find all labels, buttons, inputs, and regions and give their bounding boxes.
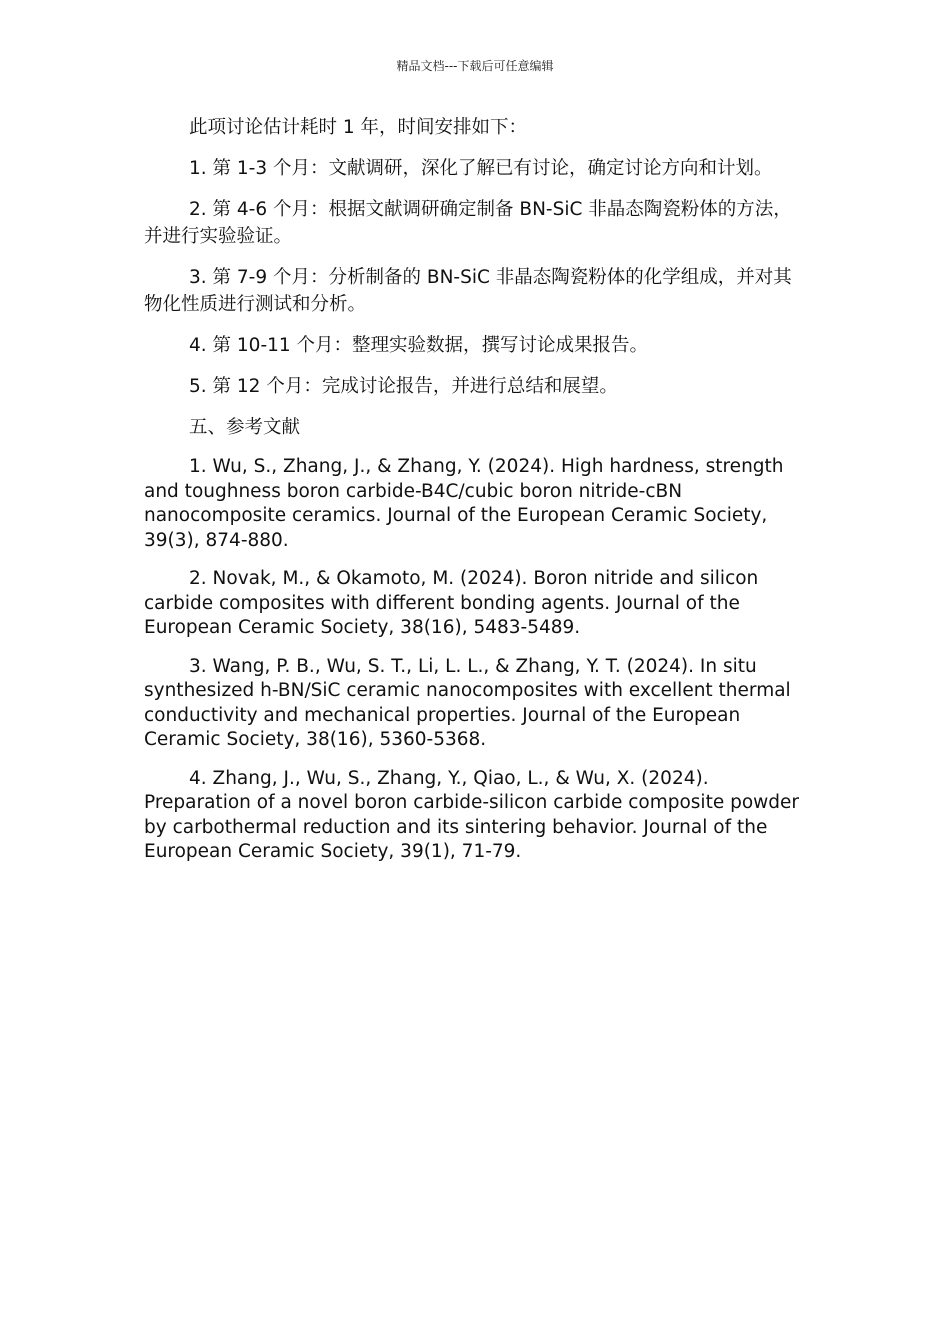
schedule-intro: 此项讨论估计耗时 1 年，时间安排如下： xyxy=(189,117,528,138)
schedule-item-1: 1. 第 1-3 个月：文献调研，深化了解已有讨论，确定讨论方向和计划。 xyxy=(189,158,773,179)
reference-item-4: 4. Zhang, J., Wu, S., Zhang, Y., Qiao, L., & Wu, X. (2024). Preparation of a novel boron carbide-silicon carbide composite powder by carbothermal reduction and its sintering behavior. Journal of the European Ceramic Society, 39(1), 71-79. xyxy=(144,767,800,862)
schedule-item-5: 5. 第 12 个月：完成讨论报告，并进行总结和展望。 xyxy=(189,376,618,397)
schedule-item-4: 4. 第 10-11 个月：整理实验数据，撰写讨论成果报告。 xyxy=(189,335,649,356)
schedule-item-2: 2. 第 4-6 个月：根据文献调研确定制备 BN-SiC 非晶态陶瓷粉体的方法，并进行实验验证。 xyxy=(144,199,792,247)
reference-item-1: 1. Wu, S., Zhang, J., & Zhang, Y. (2024). High hardness, strength and toughness boron carbide-B4C/cubic boron nitride-cBN nanocomposite ceramics. Journal of the European Ceramic Society, 39(3), 874-880. xyxy=(144,456,784,551)
document-body xyxy=(144,114,804,879)
references-heading: 五、参考文献 xyxy=(189,417,301,438)
reference-item-3: 3. Wang, P. B., Wu, S. T., Li, L. L., & Zhang, Y. T. (2024). In situ synthesized h-BN/SiC ceramic nanocomposites with excellent thermal conductivity and mechanical properties. Journal of the European Ceramic Society, 38(16), 5360-5368. xyxy=(144,655,791,750)
schedule-item-3: 3. 第 7-9 个月：分析制备的 BN-SiC 非晶态陶瓷粉体的化学组成，并对其物化性质进行测试和分析。 xyxy=(144,267,792,315)
reference-item-2: 2. Novak, M., & Okamoto, M. (2024). Boron nitride and silicon carbide composites with different bonding agents. Journal of the European Ceramic Society, 38(16), 5483-5489. xyxy=(144,568,759,638)
page-header: 精品文档---下载后可任意编辑 xyxy=(396,59,554,73)
